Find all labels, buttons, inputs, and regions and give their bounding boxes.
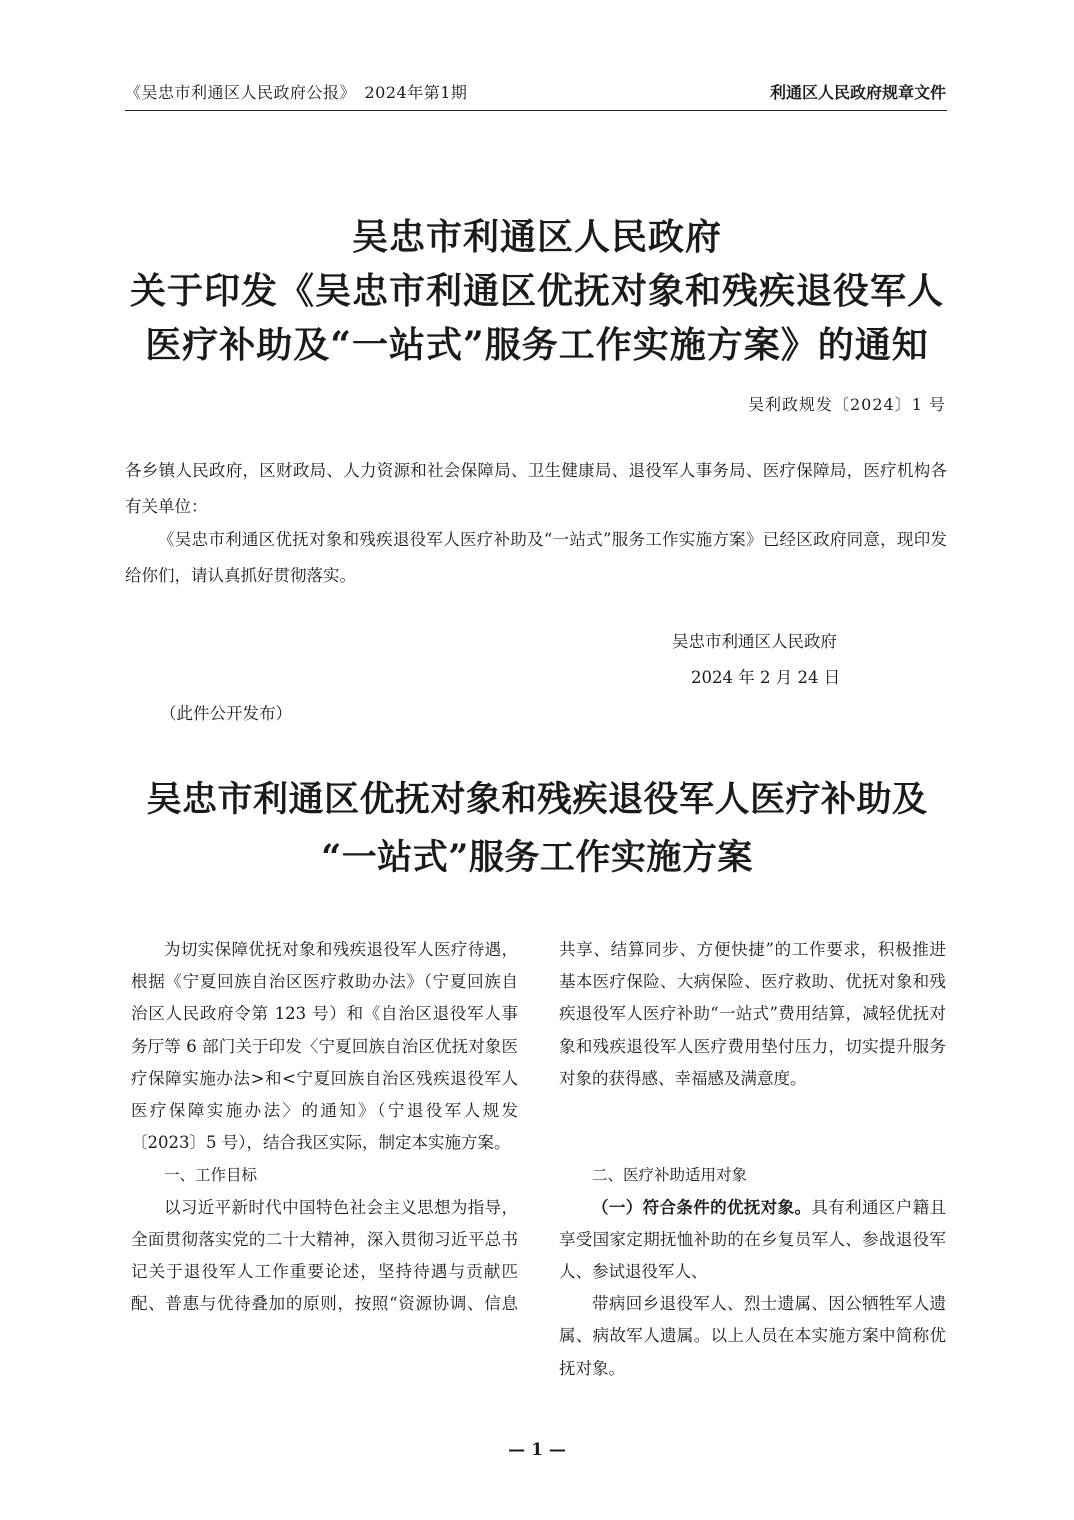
notice-title-line: 关于印发《吴忠市利通区优抚对象和残疾退役军人	[129, 270, 944, 312]
item1-label: （一）符合条件的优抚对象。	[592, 1197, 812, 1217]
plan-title-line: “一站式”服务工作实施方案	[321, 837, 753, 878]
document-number: 吴利政规发〔2024〕1 号	[748, 395, 946, 414]
plan-intro: 为切实保障优抚对象和残疾退役军人医疗待遇，根据《宁夏回族自治区医疗救助办法》（宁夏回族自治区人民政府令第 123 号）和《自治区退役军人事务厅等 6 部门关于印发〈宁夏回族自治区优抚对象医疗保障实施办法>和<宁夏回族自治区残疾退役军人医疗保障实施办法〉的通知》（宁退役军人规发〔2023〕5 号），结合我区实际，制定本实施方案。	[131, 940, 518, 1153]
header-category: 利通区人民政府规章文件	[769, 83, 946, 102]
publish-note: （此件公开发布）	[160, 704, 292, 723]
header-divider	[125, 110, 947, 111]
notice-date: 2024 年 2 月 24 日	[691, 668, 841, 687]
notice-title	[80, 210, 994, 372]
notice-title-line: 医疗补助及“一站式”服务工作实施方案》的通知	[145, 324, 929, 366]
section1-body-continued	[559, 934, 946, 1159]
right-column	[559, 934, 946, 1385]
section1-heading: 一、工作目标	[164, 1166, 258, 1185]
section1-body: 以习近平新时代中国特色社会主义思想为指导，全面贯彻落实党的二十大精神，深入贯彻习近平总书记关于退役军人工作重要论述，坚持待遇与贡献匹配、普惠与优待叠加的原则，按照“资源协调、信息	[131, 1197, 518, 1314]
item1-continued: 带病回乡退役军人、烈士遗属、因公牺牲军人遗属、病故军人遗属。以上人员在本实施方案中简称优抚对象。	[559, 1294, 946, 1378]
notice-body: 《吴忠市利通区优抚对象和残疾退役军人医疗补助及“一站式”服务工作实施方案》已经区政府同意，现印发给你们，请认真抓好贯彻落实。	[125, 530, 947, 585]
section1-body-overflow: 共享、结算同步、方便快捷”的工作要求，积极推进基本医疗保险、大病保险、医疗救助、优抚对象和残疾退役军人医疗补助“一站式”费用结算，减轻优抚对象和残疾退役军人医疗费用垫付压力，切实提升服务对象的获得感、幸福感及满意度。	[559, 940, 946, 1088]
notice-title-line: 吴忠市利通区人民政府	[351, 216, 722, 258]
notice-recipients: 各乡镇人民政府，区财政局、人力资源和社会保障局、卫生健康局、退役军人事务局、医疗保障局，医疗机构各有关单位：	[125, 461, 947, 516]
item1	[559, 1192, 946, 1289]
header-publication: 《吴忠市利通区人民政府公报》 2024年第1期	[125, 83, 468, 102]
notice-signer: 吴忠市利通区人民政府	[672, 632, 837, 651]
left-column	[131, 934, 518, 1320]
plan-title-line: 吴忠市利通区优抚对象和残疾退役军人医疗补助及	[146, 779, 928, 820]
section2-heading: 二、医疗补助适用对象	[592, 1166, 748, 1185]
page-number: — 1 —	[508, 1440, 566, 1460]
plan-title	[80, 771, 994, 887]
item1-body: 具有利通区户籍且享受国家定期抚恤补助的在乡复员军人、参战退役军人、参试退役军人、	[559, 1197, 946, 1281]
